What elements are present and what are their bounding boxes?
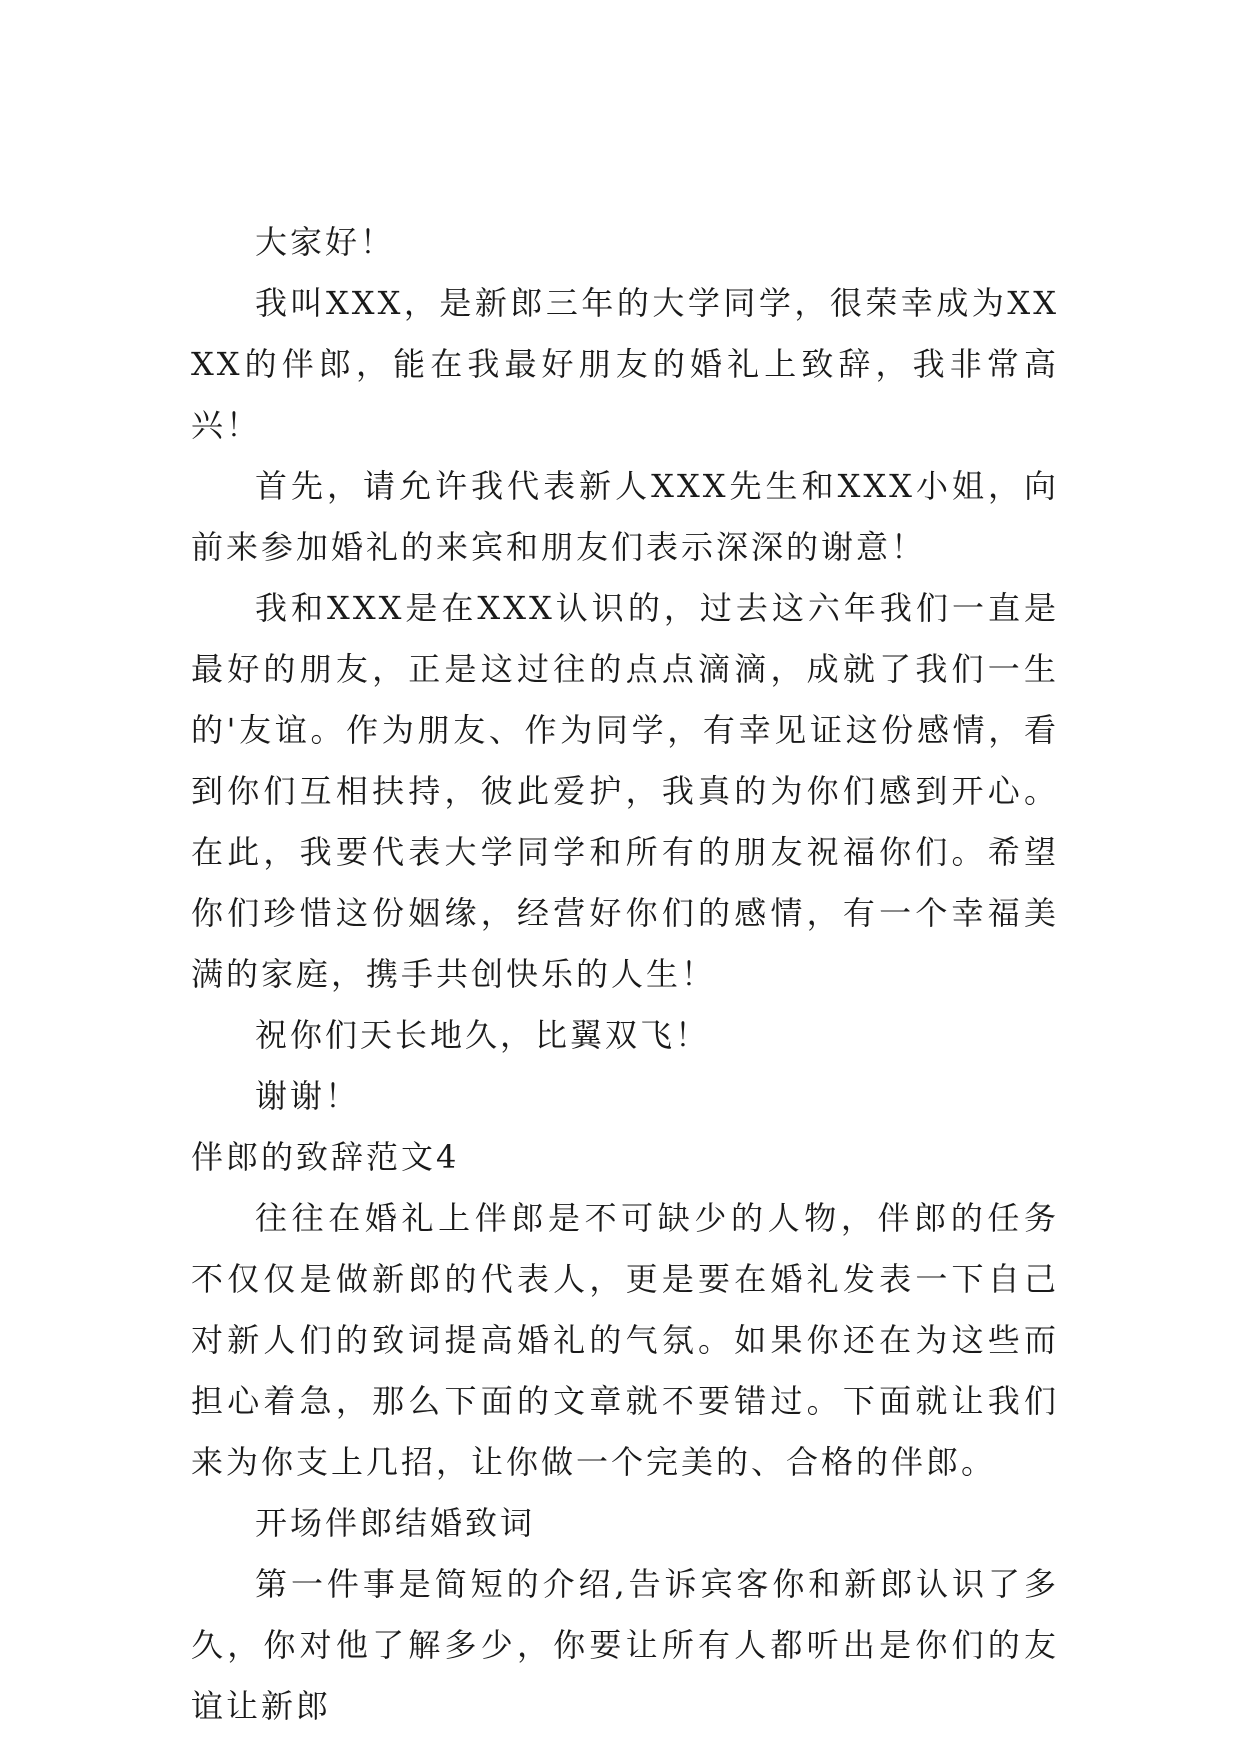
paragraph-introduction: 我叫XXX，是新郎三年的大学同学，很荣幸成为XXXX的伴郎，能在我最好朋友的婚礼上致辞，我非常高兴！ [191,284,1059,444]
paragraph-subheading: 开场伴郎结婚致词 [255,1504,536,1542]
paragraph-thanks: 首先，请允许我代表新人XXX先生和XXX小姐，向前来参加婚礼的来宾和朋友们表示深深的谢意！ [191,467,1059,566]
paragraph-closing: 谢谢！ [255,1077,361,1115]
paragraph-friendship: 我和XXX是在XXX认识的，过去这六年我们一直是最好的朋友，正是这过往的点点滴滴，成就了我们一生的'友谊。作为朋友、作为同学，有幸见证这份感情，看到你们互相扶持，彼此爱护，我真的为你们感到开心。在此，我要代表大学同学和所有的朋友祝福你们。希望你们珍惜这份姻缘，经营好你们的感情，有一个幸福美满的家庭，携手共创快乐的人生！ [191,589,1059,993]
paragraph-section-intro: 往往在婚礼上伴郎是不可缺少的人物，伴郎的任务不仅仅是做新郎的代表人，更是要在婚礼发表一下自己对新人们的致词提高婚礼的气氛。如果你还在为这些而担心着急，那么下面的文章就不要错过。下面就让我们来为你支上几招，让你做一个完美的、合格的伴郎。 [191,1199,1059,1481]
paragraph-first-item: 第一件事是简短的介绍,告诉宾客你和新郎认识了多久，你对他了解多少，你要让所有人都听出是你们的友谊让新郎 [191,1565,1059,1725]
document-body [191,212,1059,1737]
section-title: 伴郎的致辞范文4 [191,1138,460,1176]
paragraph-greeting: 大家好！ [255,223,396,261]
paragraph-blessing: 祝你们天长地久，比翼双飞！ [255,1016,711,1054]
